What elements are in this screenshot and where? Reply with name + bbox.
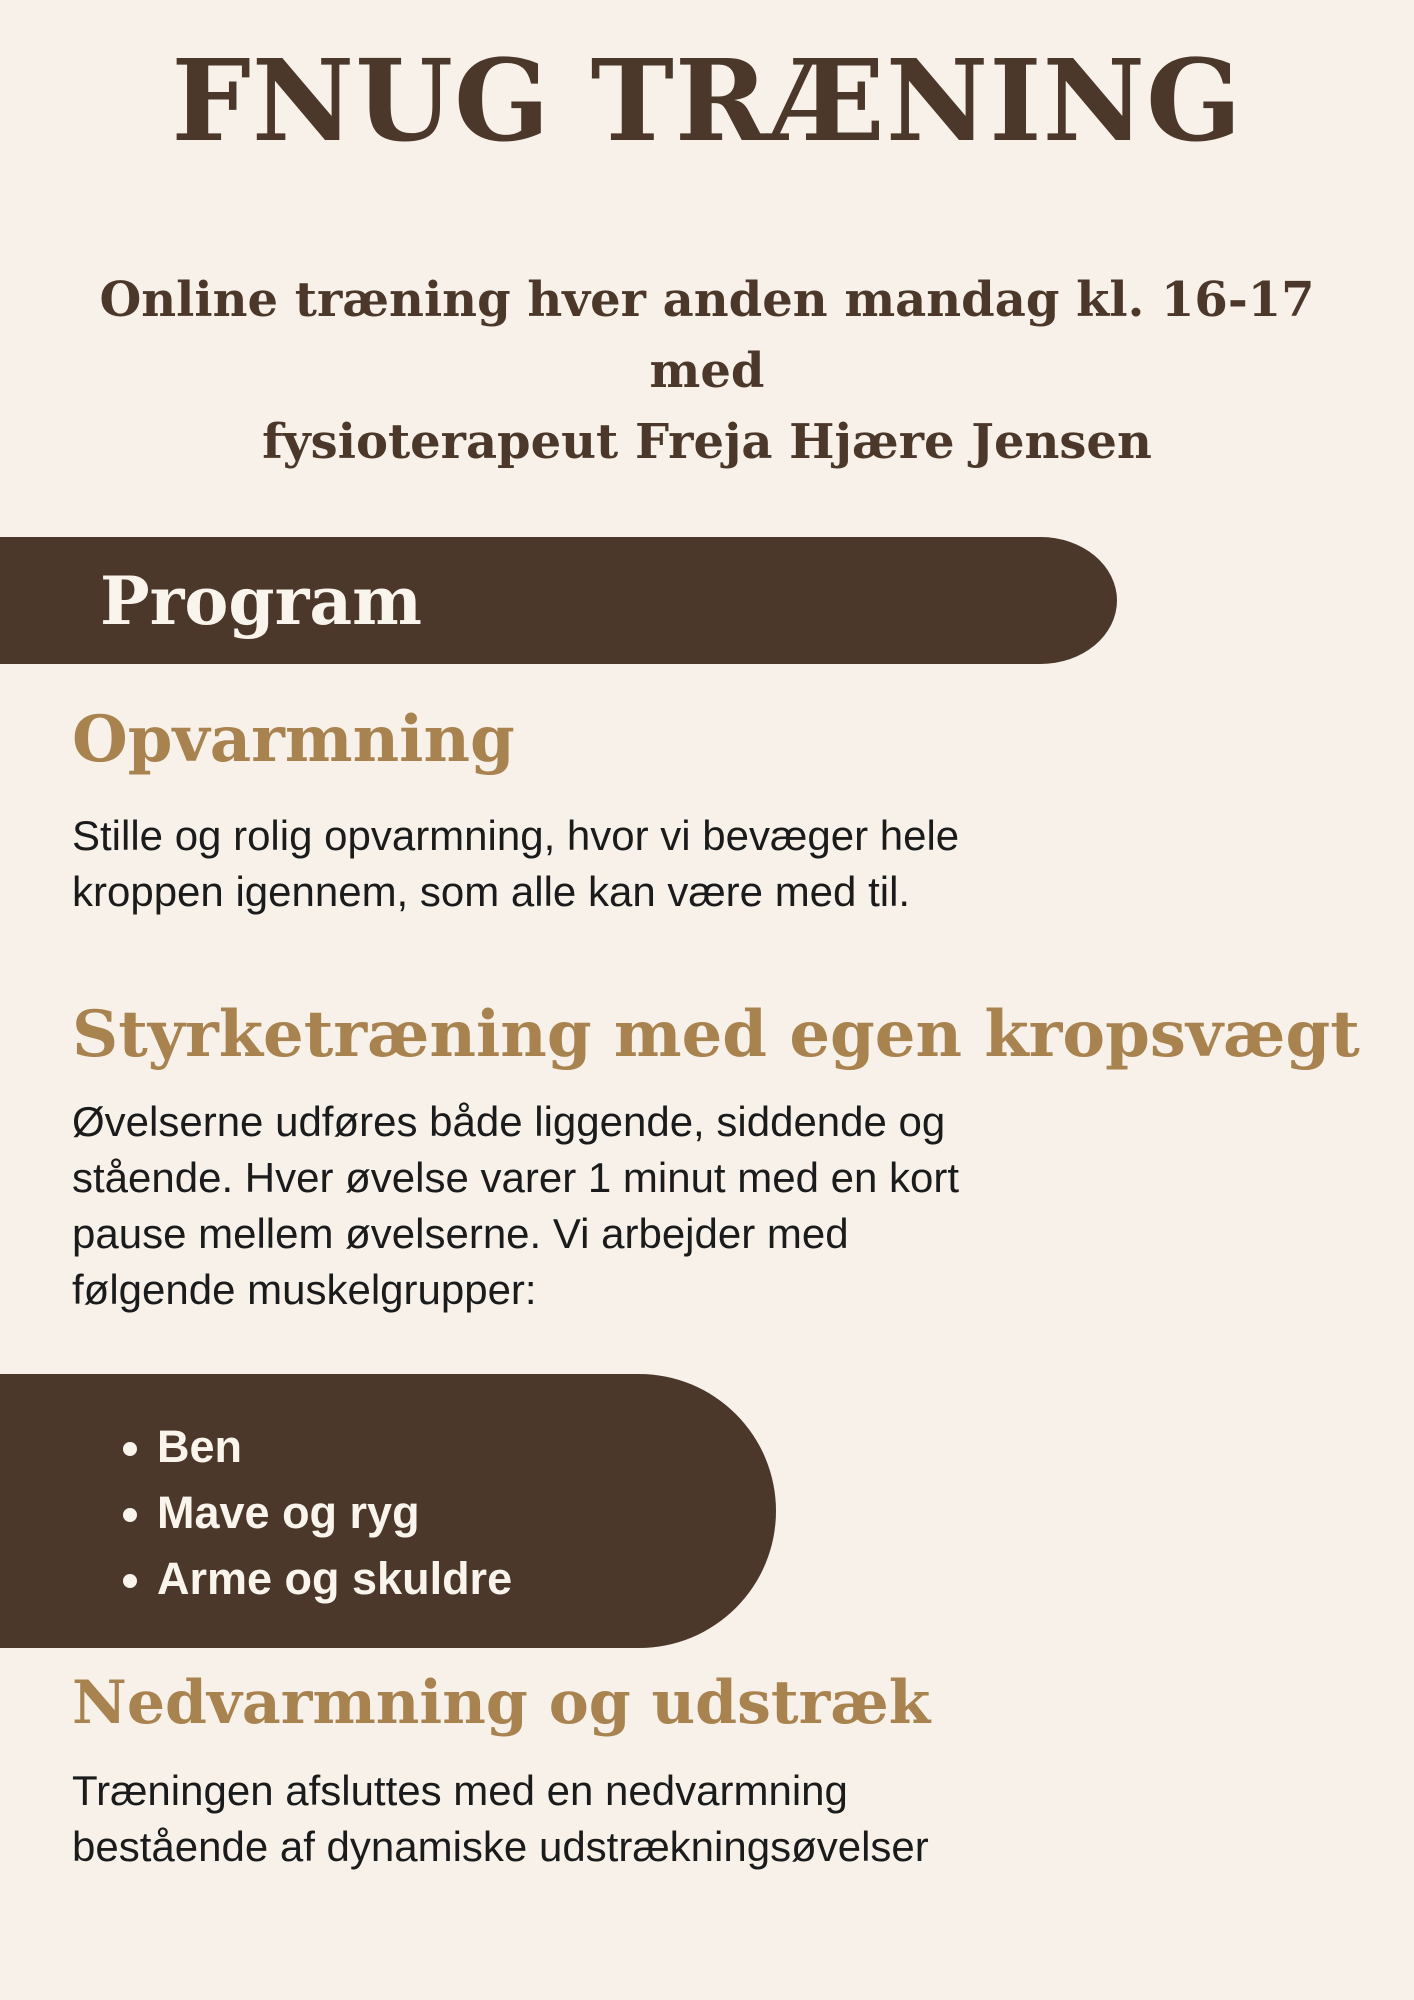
muscle-groups-box	[0, 1374, 776, 1648]
paragraph-styrketraening	[72, 1094, 959, 1318]
list-item-ben: • Ben	[157, 1414, 776, 1480]
subtitle-line: Online træning hver anden mandag kl. 16-17	[99, 272, 1315, 328]
subtitle	[0, 265, 1414, 478]
paragraph-line: Stille og rolig opvarmning, hvor vi bevæger hele	[72, 812, 960, 859]
subtitle-line: fysioterapeut Freja Hjære Jensen	[262, 414, 1152, 470]
list-item-mave-og-ryg: • Mave og ryg	[157, 1480, 776, 1546]
paragraph-line: bestående af dynamiske udstrækningsøvelser	[72, 1823, 929, 1870]
section-heading-styrketraening: Styrketræning med egen kropsvægt	[72, 997, 1360, 1072]
paragraph-line: kroppen igennem, som alle kan være med til.	[72, 868, 911, 915]
page-title: FNUG TRÆNING	[171, 36, 1243, 167]
program-banner	[0, 537, 1117, 664]
paragraph-opvarmning	[72, 808, 959, 920]
section-heading-opvarmning: Opvarmning	[72, 702, 515, 777]
paragraph-line: følgende muskelgrupper:	[72, 1266, 537, 1313]
section-heading-nedvarmning: Nedvarmning og udstræk	[72, 1668, 931, 1738]
paragraph-nedvarmning	[72, 1763, 929, 1875]
paragraph-line: Øvelserne udføres både liggende, siddende og	[72, 1098, 946, 1145]
list-item-arme-og-skuldre: • Arme og skuldre	[157, 1546, 776, 1612]
paragraph-line: Træningen afsluttes med en nedvarmning	[72, 1767, 848, 1814]
muscle-groups-list	[0, 1374, 776, 1612]
subtitle-line: med	[649, 343, 765, 399]
paragraph-line: stående. Hver øvelse varer 1 minut med en kort	[72, 1154, 960, 1201]
program-banner-label: Program	[100, 561, 422, 640]
paragraph-line: pause mellem øvelserne. Vi arbejder med	[72, 1210, 849, 1257]
